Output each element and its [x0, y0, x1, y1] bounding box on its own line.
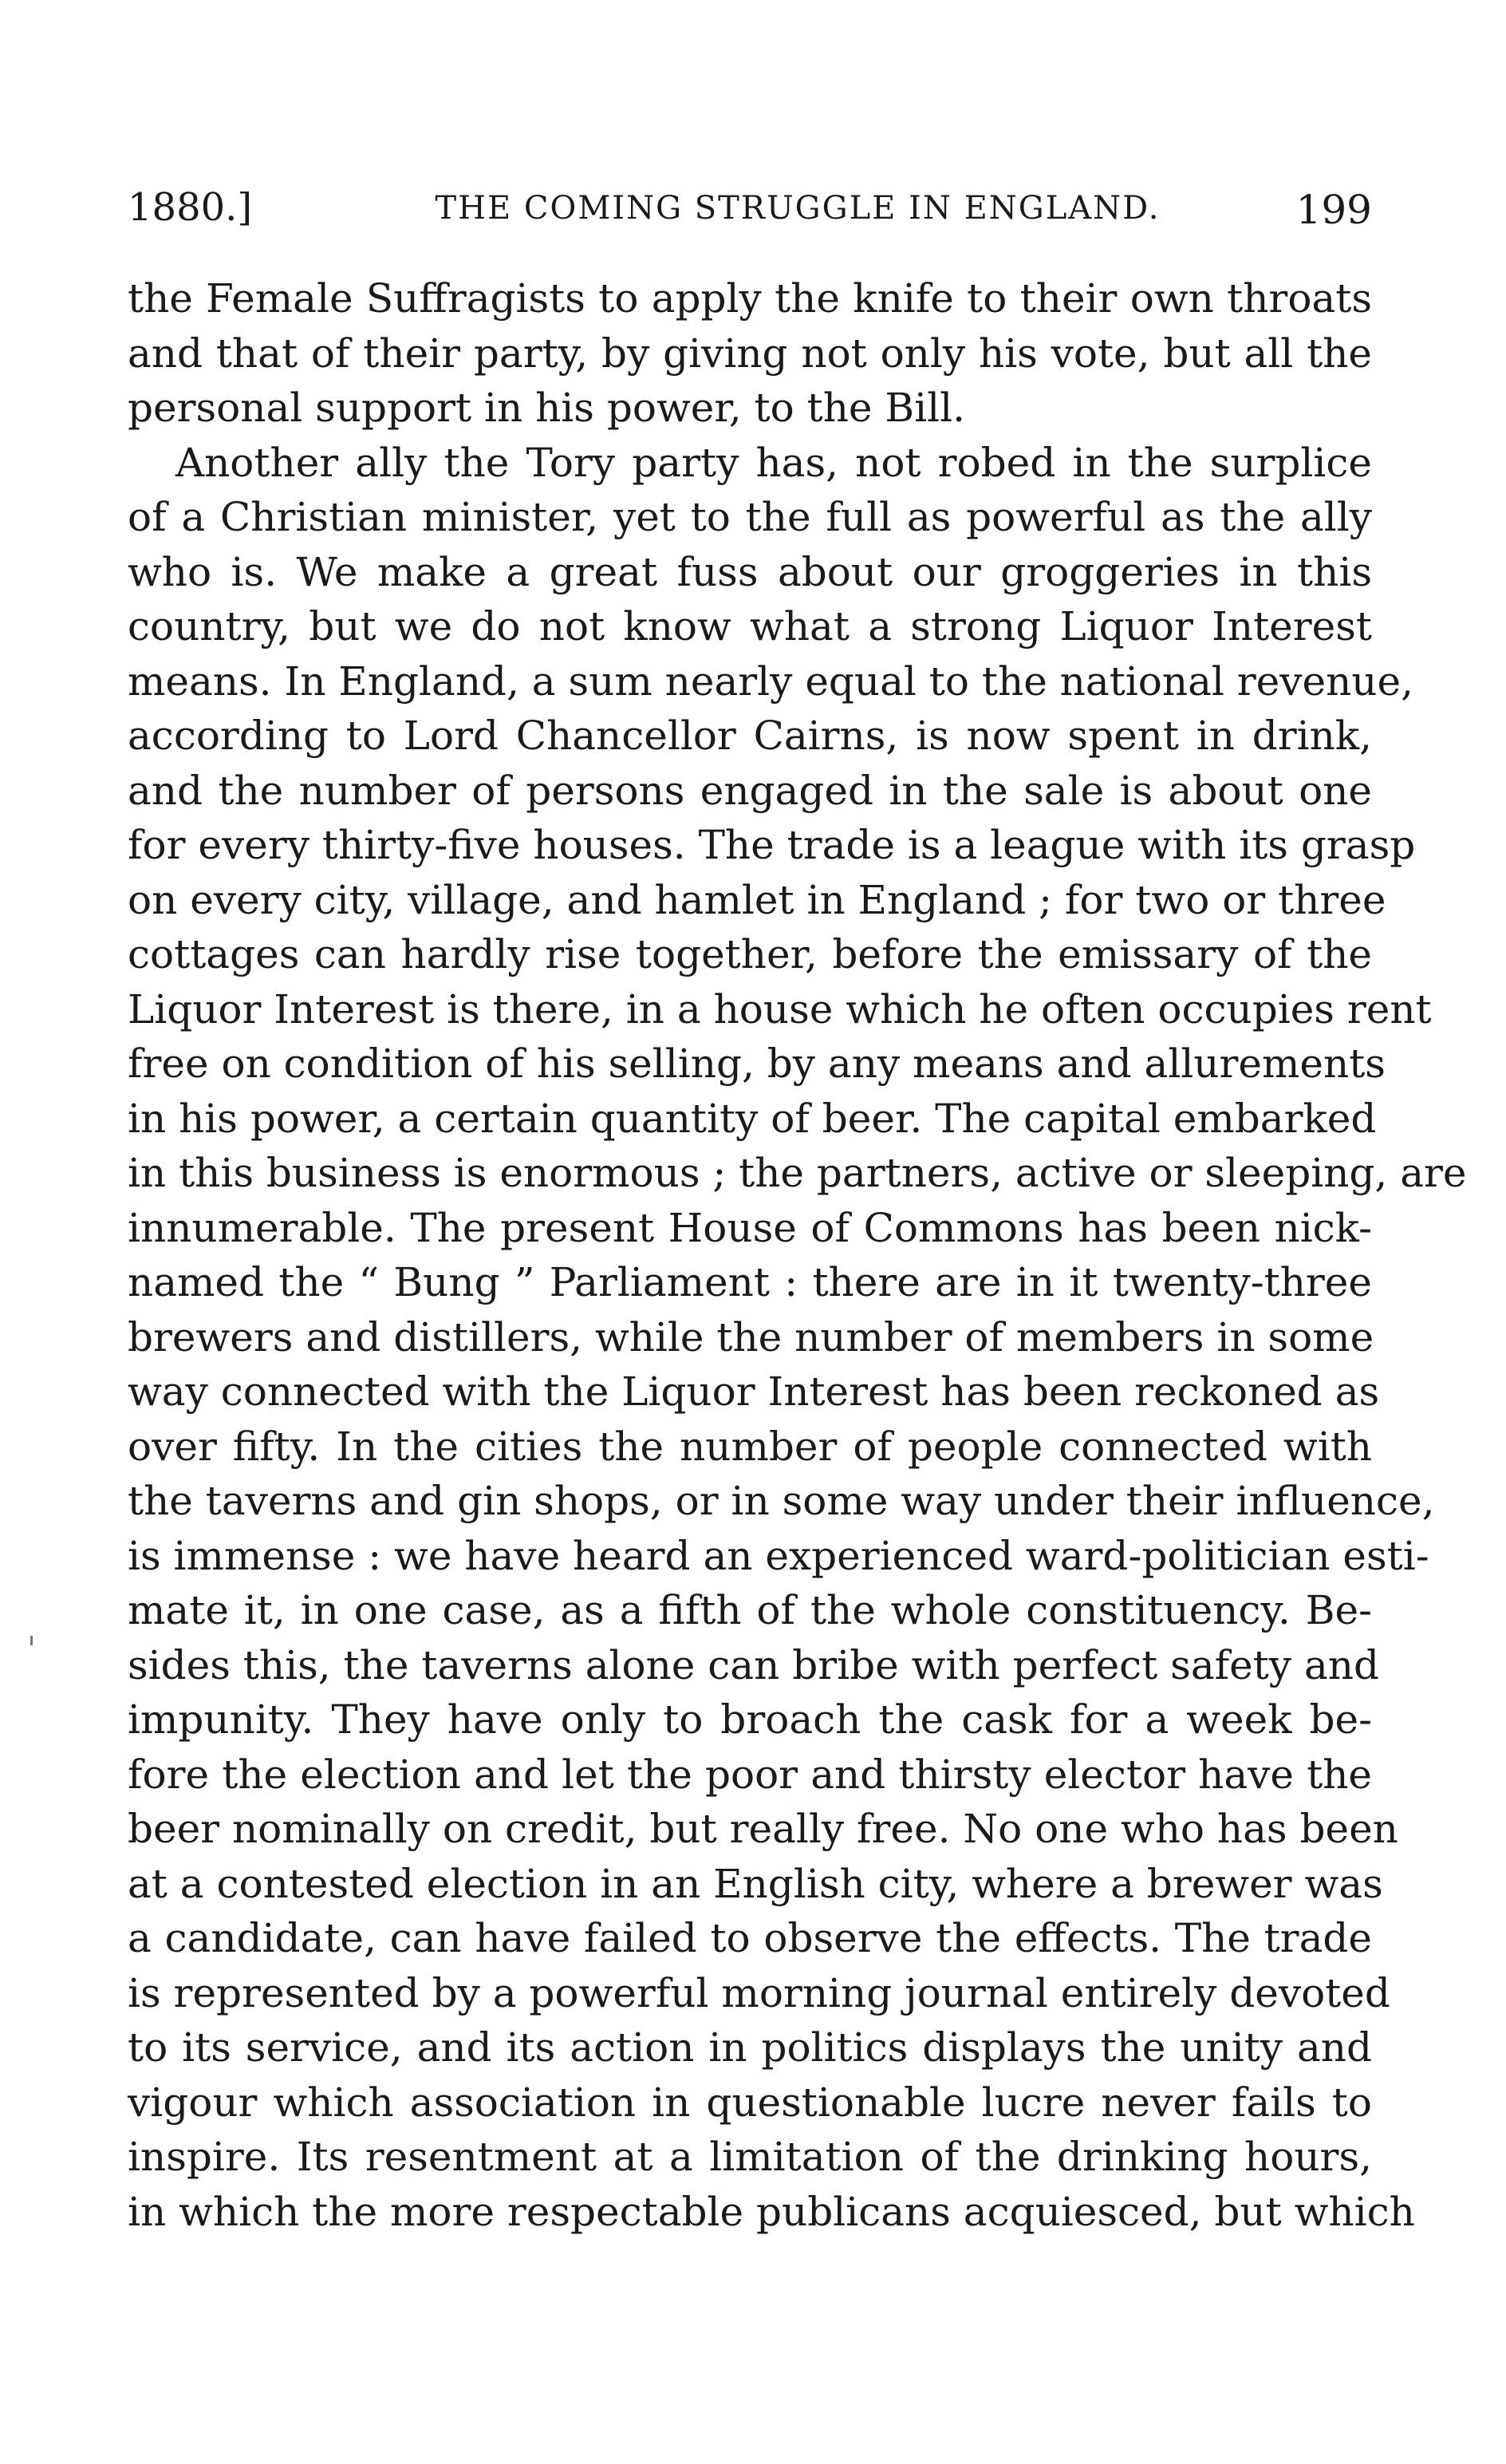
text-line: impunity. They have only to broach the cask for a week be-: [128, 1696, 1372, 1743]
text-line: named the “ Bung ” Parliament : there are in it twenty-three: [128, 1259, 1372, 1305]
text-line: vigour which association in questionable lucre never fails to: [128, 2079, 1372, 2126]
text-line: Another ally the Tory party has, not robed in the surplice: [175, 439, 1372, 486]
text-line: the taverns and gin shops, or in some way under their influence,: [128, 1478, 1435, 1524]
running-head: [128, 185, 1372, 241]
text-line: who is. We make a great fuss about our groggeries in this: [128, 548, 1372, 595]
text-line: sides this, the taverns alone can bribe with perfect safety and: [128, 1641, 1379, 1688]
text-line: and that of their party, by giving not only his vote, but all the: [128, 330, 1372, 377]
text-line: way connected with the Liquor Interest has been reckoned as: [128, 1368, 1380, 1415]
text-line: at a contested election in an English city, where a brewer was: [128, 1860, 1383, 1907]
body-text: [128, 271, 1467, 2239]
margin-speck: [30, 1636, 33, 1645]
text-line: mate it, in one case, as a fifth of the whole constituency. Be-: [128, 1587, 1372, 1633]
text-line: brewers and distillers, while the number of members in some: [128, 1313, 1374, 1360]
text-line: cottages can hardly rise together, before the emissary of the: [128, 931, 1372, 977]
text-line: in which the more respectable publicans acquiesced, but which: [128, 2188, 1415, 2235]
text-line: in his power, a certain quantity of beer. The capital embarked: [128, 1095, 1377, 1142]
text-line: of a Christian minister, yet to the full as powerful as the ally: [128, 494, 1372, 540]
text-line: is represented by a powerful morning journal entirely devoted: [128, 1969, 1390, 2016]
header-year: 1880.]: [128, 185, 253, 230]
text-line: is immense : we have heard an experienced ward-politician esti-: [128, 1532, 1429, 1579]
text-line: fore the election and let the poor and thirsty elector have the: [128, 1751, 1372, 1798]
text-line: for every thirty-five houses. The trade is a league with its grasp: [128, 822, 1416, 868]
text-line: country, but we do not know what a strong Liquor Interest: [128, 603, 1372, 650]
text-line: a candidate, can have failed to observe the effects. The trade: [128, 1915, 1372, 1961]
text-line: the Female Suffragists to apply the knife to their own throats: [128, 275, 1372, 322]
text-line: innumerable. The present House of Commons has been nick-: [128, 1204, 1372, 1251]
text-line: inspire. Its resentment at a limitation of the drinking hours,: [128, 2134, 1372, 2180]
text-line: personal support in his power, to the Bill.: [128, 385, 966, 431]
text-line: over fifty. In the cities the number of people connected with: [128, 1423, 1372, 1470]
text-line: means. In England, a sum nearly equal to the national revenue,: [128, 657, 1413, 705]
header-title: THE COMING STRUGGLE IN ENGLAND.: [435, 190, 1161, 227]
text-line: in this business is enormous ; the partners, active or sleeping, are: [128, 1150, 1467, 1196]
page-number: 199: [1295, 187, 1372, 233]
text-line: beer nominally on credit, but really free. No one who has been: [128, 1806, 1398, 1852]
text-line: on every city, village, and hamlet in England ; for two or three: [128, 876, 1386, 923]
text-line: according to Lord Chancellor Cairns, is now spent in drink,: [128, 713, 1372, 759]
text-line: to its service, and its action in politics displays the unity and: [128, 2024, 1372, 2071]
text-line: free on condition of his selling, by any means and allurements: [128, 1040, 1386, 1087]
text-line: Liquor Interest is there, in a house which he often occupies rent: [128, 985, 1432, 1033]
text-line: and the number of persons engaged in the sale is about one: [128, 767, 1372, 814]
